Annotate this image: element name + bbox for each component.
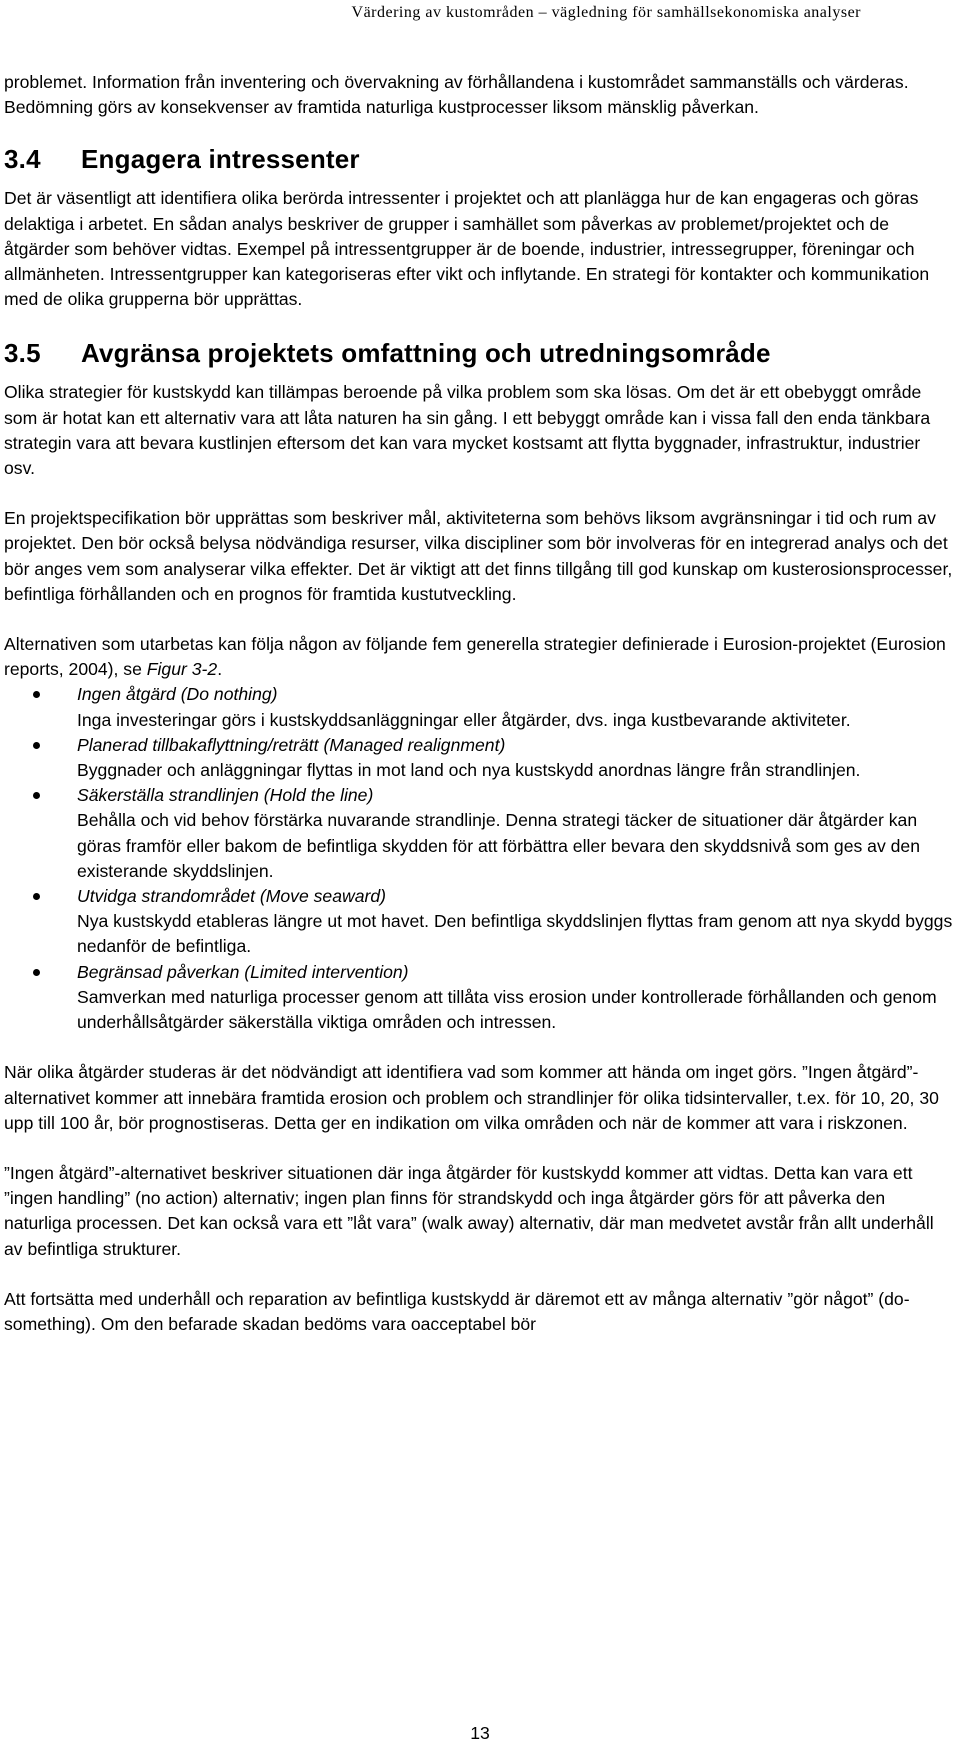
list-item [4,783,954,884]
document-body [4,70,954,1337]
section-3-5-heading [4,338,954,368]
section-3-5-paragraph-3 [4,632,954,682]
section-3-5-paragraph-6: Att fortsätta med underhåll och reparation av befintliga kustskydd är däremot ett av många alternativ ”gör något” (do-something). Om den befarade skadan bedöms vara oacceptabel bör [4,1288,910,1334]
section-title: Avgränsa projektets omfattning och utredningsområde [81,338,771,369]
bullet-icon [33,742,40,749]
strategy-term: Ingen åtgärd (Do nothing) [77,684,278,705]
bullet-icon [33,893,40,900]
list-item [4,960,954,1036]
section-3-4-paragraph: Det är väsentligt att identifiera olika berörda intressenter i projektet och att planlägga hur de kan engageras och göras delaktiga i arbetet. En sådan analys beskriver de grupper i samhället som påverkas av problemet/projektet och de åtgärder som behöver vidtas. Exempel på intressentgrupper är de boende, industrier, intressegrupper, föreningar och allmänheten. Intressentgrupper kan kategoriseras efter vikt och inflytande. En strategi för kontakter och kommunikation med de olika grupperna bör upprättas. [4,188,930,310]
section-3-5-paragraph-4: När olika åtgärder studeras är det nödvändigt att identifiera vad som kommer att hända om inget görs. ”Ingen åtgärd”-alternativet kommer att innebära framtida erosion och problem och strandlinjer för olika tidsintervaller, t.ex. för 10, 20, 30 upp till 100 år, bör prognostiseras. Detta ger en indikation om vilka områden och när de kommer att vara i riskzonen. [4,1062,939,1133]
section-3-5-paragraph-1: Olika strategier för kustskydd kan tillämpas beroende på vilka problem som ska lösas. Om det är ett obebyggt område som är hotat kan ett alternativ vara att låta naturen ha sin gång. I ett bebyggt område kan i vissa fall den enda tänkbara strategin vara att bevara kustlinjen eftersom det kan vara mycket kostsamt att flytta byggnader, infrastruktur, industrier osv. [4,382,931,479]
strategy-term: Säkerställa strandlinjen (Hold the line) [77,785,374,806]
list-item [4,682,954,732]
list-item [4,884,954,960]
section-number: 3.4 [4,144,41,175]
running-header: Värdering av kustområden – vägledning för samhällsekonomiska analyser [351,4,861,21]
bullet-icon [33,792,40,799]
bullet-icon [33,691,40,698]
intro-paragraph: problemet. Information från inventering och övervakning av förhållandena i kustområdet sammanställs och värderas. Bedömning görs av konsekvenser av framtida naturliga kustprocesser liksom mänsklig påverkan. [4,72,909,118]
strategy-term: Utvidga strandområdet (Move seaward) [77,886,386,907]
section-3-5-paragraph-2: En projektspecifikation bör upprättas som beskriver mål, aktiviteterna som behövs liksom avgränsningar i tid och rum av projektet. Den bör också belysa nödvändiga resurser, vilka discipliner som bör involveras för en integrerad analys och det bör anges vem som analyserar vilka effekter. Det är viktigt att det finns tillgång till god kunskap om kusterosionsprocesser, befintliga förhållanden och en prognos för framtida kustutveckling. [4,508,953,604]
section-number: 3.5 [4,338,41,369]
page-number: 13 [470,1723,490,1743]
section-3-4-heading [4,144,954,174]
list-item [4,733,954,783]
strategy-description: Samverkan med naturliga processer genom att tillåta viss erosion under kontrollerade förhållanden och genom underhållsåtgärder säkerställa viktiga områden och intressen. [77,986,937,1033]
section-title: Engagera intressenter [81,144,360,175]
bullet-icon [33,969,40,976]
strategy-list [4,682,954,1035]
figure-reference: Figur 3-2 [146,659,218,680]
strategy-term: Begränsad påverkan (Limited intervention) [77,961,409,982]
paragraph-text-end: . [217,659,223,680]
paragraph-text: Alternativen som utarbetas kan följa någon av följande fem generella strategier definierade i Eurosion-projektet (Eurosion reports, 2004), se [4,634,946,680]
strategy-description: Inga investeringar görs i kustskyddsanläggningar eller åtgärder, dvs. inga kustbevarande aktiviteter. [77,709,851,730]
strategy-description: Nya kustskydd etableras längre ut mot havet. Den befintliga skyddslinjen flyttas fram genom att nya skydd byggs nedanför de befintliga. [77,911,953,957]
strategy-description: Behålla och vid behov förstärka nuvarande strandlinje. Denna strategi täcker de situationer där åtgärder kan göras framför eller bakom de befintliga skydden för att förbättra eller bevara den skyddsnivå som ges av den existerande skyddslinjen. [77,810,920,881]
strategy-term: Planerad tillbakaflyttning/reträtt (Managed realignment) [77,734,506,755]
section-3-5-paragraph-5: ”Ingen åtgärd”-alternativet beskriver situationen där inga åtgärder för kustskydd kommer att vidtas. Detta kan vara ett ”ingen handling” (no action) alternativ; ingen plan finns för strandskydd och inga åtgärder görs för att påverka den naturliga processen. Det kan också vara ett ”låt vara” (walk away) alternativ, där man medvetet avstår från allt underhåll av befintliga strukturer. [4,1162,934,1259]
strategy-description: Byggnader och anläggningar flyttas in mot land och nya kustskydd anordnas längre från strandlinjen. [77,760,861,781]
